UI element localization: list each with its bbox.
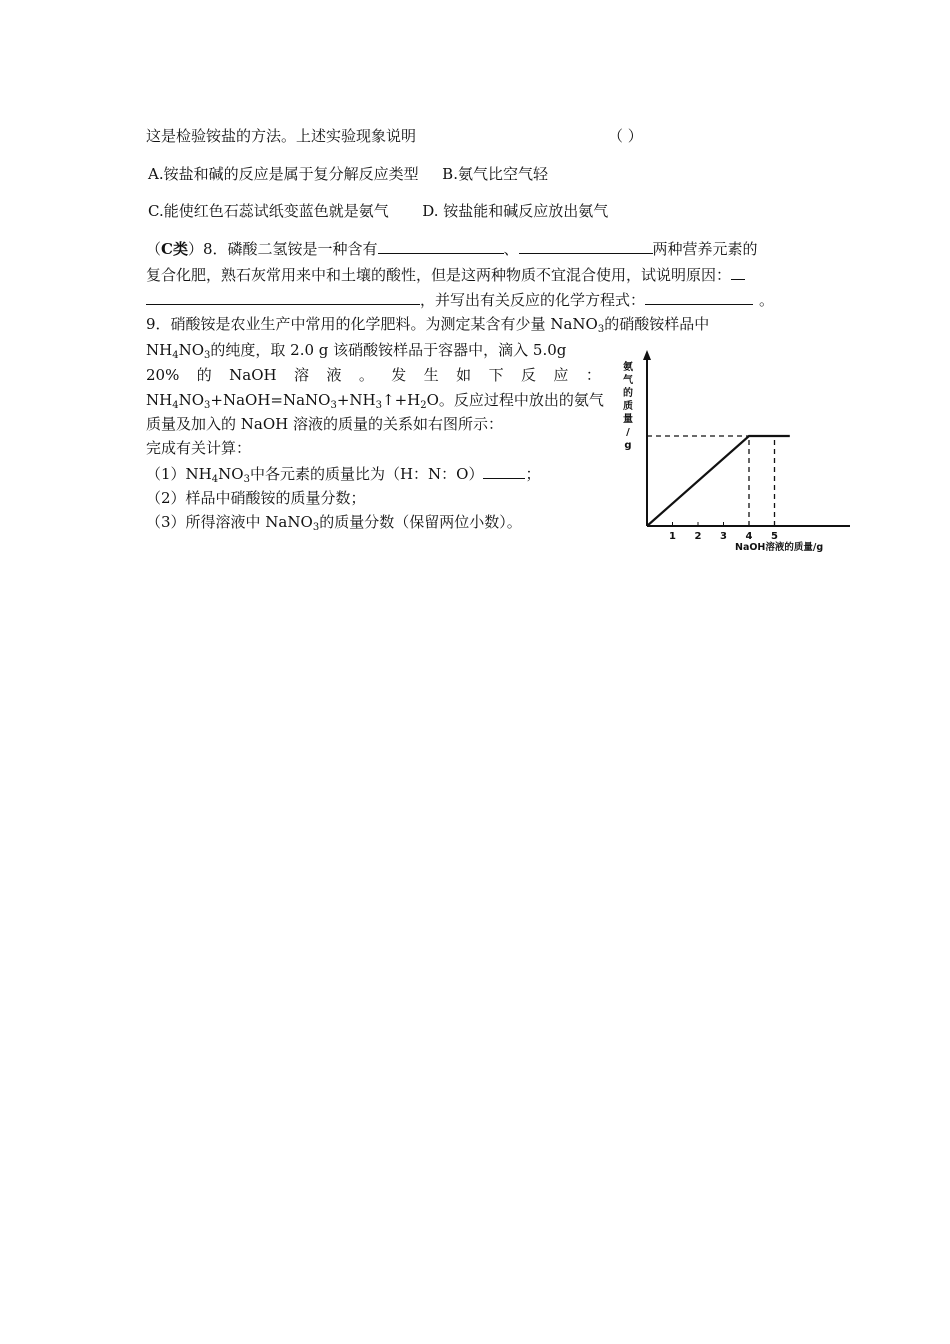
option-d[interactable]: D. 铵盐能和碱反应放出氨气	[422, 202, 609, 220]
y-label-char-1: 气	[623, 375, 633, 386]
q8-line3: ，并写出有关反应的化学方程式： 。	[146, 289, 774, 310]
y-label-char-2: 的	[623, 388, 633, 399]
y-label-char-5: /	[626, 427, 630, 438]
q8-blank-4[interactable]	[645, 289, 753, 305]
option-a[interactable]: A.铵盐和碱的反应是属于复分解反应类型	[148, 165, 419, 183]
option-b[interactable]: B.氨气比空气轻	[442, 165, 548, 183]
ammonia-mass-chart	[600, 345, 850, 560]
q9-line5: 质量及加入的 NaOH 溶液的质量的关系如右图所示：	[146, 415, 503, 433]
x-tick-label-3: 3	[720, 531, 727, 542]
q9-blank-ratio[interactable]	[483, 463, 525, 479]
q9-line1: 9．硝酸铵是农业生产中常用的化学肥料。为测定某含有少量 NaNO$_3$的硝酸铵样品中	[146, 315, 710, 335]
chart-series	[647, 436, 790, 526]
q9-sub1: $(1)NH_4NO_3$中各元素的质量比为（H：N：O） ；	[146, 465, 541, 485]
q8-line1: （C类）8．磷酸二氢铵是一种含有 、 两种营养元素的	[146, 240, 758, 258]
q9-line3: 20% 的 NaOH 溶 液 。 发 生 如 下 反 应 ：	[146, 366, 601, 384]
q9-line6: 完成有关计算：	[146, 439, 252, 457]
option-c[interactable]: C.能使红色石蕊试纸变蓝色就是氨气	[148, 202, 389, 220]
chart-guides	[647, 436, 775, 526]
q8-line2: 复合化肥，熟石灰常用来中和土壤的酸性，但是这两种物质不宜混合使用，试说明原因：	[146, 264, 745, 285]
x-tick-label-5: 5	[771, 531, 778, 542]
y-label-char-0: 氨	[623, 362, 633, 373]
q8-blank-3a[interactable]	[731, 264, 745, 280]
x-tick-label-1: 1	[669, 531, 676, 542]
q8-blank-1[interactable]	[378, 238, 504, 254]
category-tag: C类	[161, 240, 188, 258]
y-label-char-6: g	[624, 440, 632, 451]
q7-stem	[146, 126, 416, 146]
q9-line2: $NH_4NO_3$的纯度，取 2.0 g 该硝酸铵样品于容器中，滴入 5.0g	[146, 341, 567, 361]
q9-sub3: （3）所得溶液中 NaNO$_3$的质量分数（保留两位小数）。	[146, 513, 522, 533]
q9-sub2: （2）样品中硝酸铵的质量分数；	[146, 489, 366, 507]
y-axis-label	[623, 360, 634, 451]
y-axis-arrow	[643, 350, 651, 360]
x-axis-label: NaOH溶液的质量/g	[735, 542, 824, 553]
q8-blank-2[interactable]	[519, 238, 653, 254]
q7-options-ab	[148, 164, 548, 184]
y-label-char-4: 量	[623, 414, 633, 425]
series-line-0	[647, 436, 790, 526]
q7-stem-text: 这是检验铵盐的方法。上述实验现象说明	[146, 127, 417, 145]
x-tick-label-2: 2	[694, 531, 702, 542]
y-label-char-3: 质	[623, 401, 633, 412]
q9-equation: $NH_4NO_3+NaOH=NaNO_3+NH_3↑+H_2O$。反应过程中放出的氨气	[146, 391, 604, 411]
q7-answer-paren[interactable]: （ ）	[608, 127, 643, 145]
x-tick-label-4: 4	[745, 531, 753, 542]
q8-blank-3[interactable]	[146, 289, 420, 305]
q7-options-cd	[148, 201, 608, 221]
